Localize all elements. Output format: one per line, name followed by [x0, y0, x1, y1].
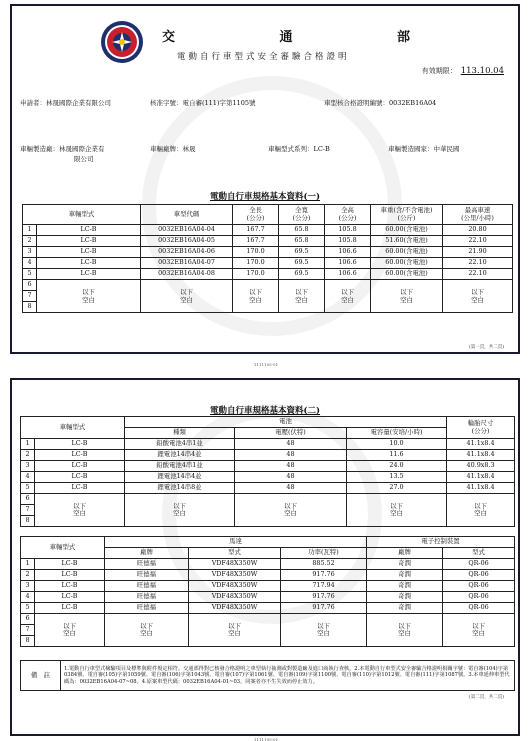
table-cell: 11.6 — [347, 450, 447, 461]
table-row — [21, 581, 515, 592]
row-number: 7 — [23, 291, 37, 302]
table-cell: 旺德福 — [105, 581, 189, 592]
table-cell: 69.5 — [279, 247, 325, 258]
table-cell: LC-B — [35, 450, 125, 461]
row-number: 8 — [21, 516, 35, 527]
row-number: 1 — [21, 559, 35, 570]
table-cell: 13.5 — [347, 472, 447, 483]
blank-cell: 以下 空白 — [279, 280, 325, 313]
title-char-2: 通 — [279, 30, 295, 45]
col-header: 全高 (公分) — [325, 205, 371, 225]
table-cell: 奇潤 — [367, 592, 443, 603]
table-cell: 106.6 — [325, 258, 371, 269]
table-cell: 鋰電池14串4並 — [125, 450, 235, 461]
row-number: 1 — [23, 225, 37, 236]
col-header: 車輛型式 — [23, 205, 141, 225]
row-number: 4 — [23, 258, 37, 269]
table-cell: 旺德福 — [105, 603, 189, 614]
remarks-table — [20, 660, 515, 691]
table-cell: 170.0 — [233, 269, 279, 280]
table-cell: QR-06 — [443, 570, 515, 581]
table-row — [23, 236, 513, 247]
table-cell: LC-B — [37, 247, 141, 258]
col-header-voltage: 電壓(伏特) — [235, 428, 347, 439]
manufacturer-label: 車輛製造廠： — [20, 145, 59, 153]
col-header-model: 車輛型式 — [21, 537, 105, 559]
table-cell: LC-B — [35, 592, 105, 603]
table-cell: 105.8 — [325, 236, 371, 247]
table-cell: 917.76 — [281, 570, 367, 581]
table-cell: 10.0 — [347, 439, 447, 450]
brand: 車輛廠牌：林晟 — [150, 145, 196, 153]
table-cell: LC-B — [35, 472, 125, 483]
row-number: 8 — [21, 636, 35, 647]
row-number: 7 — [21, 505, 35, 516]
col-header: 全寬 (公分) — [279, 205, 325, 225]
table-cell: 0032EB16A04-06 — [141, 247, 233, 258]
table-row — [23, 225, 513, 236]
table-cell: QR-06 — [443, 603, 515, 614]
table-cell: 0032EB16A04-08 — [141, 269, 233, 280]
table-row — [23, 258, 513, 269]
table-cell: VDF48X350W — [189, 592, 281, 603]
table-cell: 鋰電池14串8並 — [125, 483, 235, 494]
table-cell: 48 — [235, 450, 347, 461]
row-number: 2 — [21, 450, 35, 461]
table-cell: 奇潤 — [367, 603, 443, 614]
certificate-page-2 — [10, 378, 520, 736]
issuer-title — [162, 26, 412, 45]
table-cell: LC-B — [35, 570, 105, 581]
table-row — [21, 439, 515, 450]
blank-cell: 以下 空白 — [325, 280, 371, 313]
table-row — [21, 494, 515, 505]
table-cell: 鋰電池14串4並 — [125, 472, 235, 483]
col-header-power: 功率(瓦特) — [281, 548, 367, 559]
col-header: 車型代碼 — [141, 205, 233, 225]
table-cell: VDF48X350W — [189, 559, 281, 570]
col-header-tire: 輪胎尺寸 (公分) — [447, 417, 515, 439]
table-cell: 106.6 — [325, 269, 371, 280]
row-number: 3 — [21, 461, 35, 472]
row-number: 3 — [21, 581, 35, 592]
table-cell: LC-B — [37, 269, 141, 280]
table-cell: 65.8 — [279, 236, 325, 247]
table-cell: 41.1x8.4 — [447, 472, 515, 483]
table-cell: 48 — [235, 483, 347, 494]
table-cell: VDF48X350W — [189, 603, 281, 614]
col-header-ecu-brand: 廠牌 — [367, 548, 443, 559]
remarks-text: 1.電動自行車型式檢驗項目及標準與附件規定相符。交通部得對已核發合格證明之車型執行抽測或對製造廠及進口商執行查核。2.本電動自行車型式安全審驗合格證明相關字號：電自審(104)字第0384號、電自審(105)字第1059號、電自審(106)字第1043號、電自審(107)字第1061號、電自審(109)字第1100號、電自審(110)字第1012號、電自審(111)字第1087號。3.本車延伸車型代碼為：0032EB16A04-07~08。4.原案車型代碼：0032EB16A04-01~03，同案者亦不生失效而停止效力。 — [61, 661, 515, 691]
manufacturer — [20, 144, 105, 164]
table-row — [21, 483, 515, 494]
certificate-subtitle: 電動自行車型式安全審驗合格證明 — [177, 52, 350, 62]
table-row — [21, 450, 515, 461]
table-cell: 40.9x8.3 — [447, 461, 515, 472]
blank-cell: 以下 空白 — [281, 614, 367, 647]
table-cell: 20.80 — [443, 225, 513, 236]
table-cell: 48 — [235, 461, 347, 472]
table-row — [21, 592, 515, 603]
table-cell: LC-B — [37, 236, 141, 247]
blank-cell: 以下 空白 — [105, 614, 189, 647]
blank-cell: 以下 空白 — [35, 614, 105, 647]
col-header-battery: 電池 — [125, 417, 447, 428]
row-number: 5 — [21, 603, 35, 614]
table-cell: LC-B — [37, 225, 141, 236]
blank-cell: 以下 空白 — [37, 280, 141, 313]
table-cell: 105.8 — [325, 225, 371, 236]
table-row — [23, 269, 513, 280]
table-cell: 旺德福 — [105, 559, 189, 570]
table-cell: QR-06 — [443, 592, 515, 603]
blank-cell: 以下 空白 — [125, 494, 235, 527]
table-cell: 21.90 — [443, 247, 513, 258]
table-title-2: 電動自行車規格基本資料(二) — [209, 406, 321, 416]
col-header-motor: 馬達 — [105, 537, 367, 548]
blank-cell: 以下 空白 — [443, 614, 515, 647]
table-cell: LC-B — [35, 603, 105, 614]
blank-cell: 以下 空白 — [233, 280, 279, 313]
table-cell: 22.10 — [443, 236, 513, 247]
valid-date: 113.10.04 — [460, 66, 504, 76]
table-cell: 鉛酸電池4串1並 — [125, 461, 235, 472]
approval-number: 核准字號：電自審(111)字第1105號 — [150, 99, 256, 107]
row-number: 5 — [21, 483, 35, 494]
table-cell: 60.00(含電池) — [371, 269, 443, 280]
table-cell: VDF48X350W — [189, 570, 281, 581]
spec-table-1 — [22, 204, 513, 313]
table-cell: 48 — [235, 472, 347, 483]
table-row — [23, 247, 513, 258]
blank-cell: 以下 空白 — [347, 494, 447, 527]
col-header: 最高車速 (公里/小時) — [443, 205, 513, 225]
table-cell: 167.7 — [233, 225, 279, 236]
table-cell: LC-B — [35, 559, 105, 570]
table-cell: 69.5 — [279, 258, 325, 269]
table-cell: 41.1x8.4 — [447, 483, 515, 494]
table-cell: QR-06 — [443, 559, 515, 570]
table-cell: VDF48X350W — [189, 581, 281, 592]
table-cell: 170.0 — [233, 258, 279, 269]
blank-cell: 以下 空白 — [35, 494, 125, 527]
row-number: 3 — [23, 247, 37, 258]
cert-number: 車型核合格證明編號：0032EB16A04 — [324, 99, 437, 107]
blank-cell: 以下 空白 — [447, 494, 515, 527]
page-number: (第一頁，共二頁) — [468, 345, 504, 350]
remarks-label: 備 註 — [21, 661, 61, 691]
col-header-brand: 廠牌 — [105, 548, 189, 559]
table-cell: 41.1x8.4 — [447, 450, 515, 461]
col-header-capacity: 電容量(安培/小時) — [347, 428, 447, 439]
blank-cell: 以下 空白 — [367, 614, 443, 647]
manufacturer-line1: 林晟國際企業有 — [59, 145, 105, 153]
applicant: 申請者：林晟國際企業有限公司 — [20, 99, 111, 107]
table-cell: 48 — [235, 439, 347, 450]
table-title-1: 電動自行車規格基本資料(一) — [209, 192, 321, 202]
table-cell: 0032EB16A04-07 — [141, 258, 233, 269]
table-cell: 167.7 — [233, 236, 279, 247]
manufacturer-line2: 限公司 — [74, 155, 94, 163]
series: 車輛型式系列：LC-B — [268, 145, 330, 153]
row-number: 5 — [23, 269, 37, 280]
table-cell: 27.0 — [347, 483, 447, 494]
table-cell: 24.0 — [347, 461, 447, 472]
row-number: 2 — [23, 236, 37, 247]
table-cell: 51.60(含電池) — [371, 236, 443, 247]
table-cell: 60.00(含電池) — [371, 225, 443, 236]
row-number: 1 — [21, 439, 35, 450]
table-cell: 奇潤 — [367, 559, 443, 570]
blank-cell: 以下 空白 — [371, 280, 443, 313]
blank-cell: 以下 空白 — [141, 280, 233, 313]
table-cell: 106.6 — [325, 247, 371, 258]
table-row — [21, 570, 515, 581]
validity — [422, 66, 504, 76]
table-cell: QR-06 — [443, 581, 515, 592]
country: 車輛製造國家：中華民國 — [388, 145, 460, 153]
row-number: 8 — [23, 302, 37, 313]
col-header-type: 型式 — [189, 548, 281, 559]
page-footer-code: 1111105-01 — [253, 737, 279, 741]
table-cell: 0032EB16A04-05 — [141, 236, 233, 247]
row-number: 7 — [21, 625, 35, 636]
motor-table — [20, 536, 515, 647]
table-cell: 60.00(含電池) — [371, 258, 443, 269]
page-number: (第二頁，共二頁) — [468, 695, 504, 700]
table-cell: 22.10 — [443, 269, 513, 280]
table-cell: 60.00(含電池) — [371, 247, 443, 258]
battery-table — [20, 416, 515, 527]
table-row — [21, 614, 515, 625]
blank-cell: 以下 空白 — [443, 280, 513, 313]
table-row — [21, 461, 515, 472]
table-row — [21, 559, 515, 570]
table-cell: LC-B — [35, 483, 125, 494]
title-char-1: 交 — [162, 30, 178, 45]
certificate-page-1 — [10, 4, 520, 354]
table-cell: 69.5 — [279, 269, 325, 280]
table-row — [21, 603, 515, 614]
col-header: 全長 (公分) — [233, 205, 279, 225]
page-footer-code: 1111105-01 — [253, 362, 279, 367]
table-row — [21, 472, 515, 483]
table-cell: 旺德福 — [105, 570, 189, 581]
table-cell: 奇潤 — [367, 570, 443, 581]
table-cell: 旺德福 — [105, 592, 189, 603]
table-cell: 917.76 — [281, 592, 367, 603]
table-cell: 22.10 — [443, 258, 513, 269]
row-number: 6 — [23, 280, 37, 291]
table-cell: 41.1x8.4 — [447, 439, 515, 450]
table-cell: 885.52 — [281, 559, 367, 570]
table-cell: 717.94 — [281, 581, 367, 592]
row-number: 6 — [21, 494, 35, 505]
col-header-type: 種類 — [125, 428, 235, 439]
valid-label: 有效期限： — [421, 67, 457, 75]
table-cell: 917.76 — [281, 603, 367, 614]
col-header-ecu: 電子控制裝置 — [367, 537, 515, 548]
row-number: 4 — [21, 472, 35, 483]
table-cell: 鉛酸電池4串1並 — [125, 439, 235, 450]
blank-cell: 以下 空白 — [189, 614, 281, 647]
row-number: 2 — [21, 570, 35, 581]
table-cell: LC-B — [37, 258, 141, 269]
col-header-model: 車輛型式 — [21, 417, 125, 439]
col-header: 車重(含/不含電池) (公斤) — [371, 205, 443, 225]
table-row — [23, 280, 513, 291]
row-number: 4 — [21, 592, 35, 603]
table-cell: LC-B — [35, 439, 125, 450]
table-cell: LC-B — [35, 581, 105, 592]
table-cell: 65.8 — [279, 225, 325, 236]
table-cell: LC-B — [35, 461, 125, 472]
table-cell: 奇潤 — [367, 581, 443, 592]
table-cell: 0032EB16A04-04 — [141, 225, 233, 236]
row-number: 6 — [21, 614, 35, 625]
moc-seal-icon — [100, 20, 144, 64]
blank-cell: 以下 空白 — [235, 494, 347, 527]
col-header-ecu-type: 型式 — [443, 548, 515, 559]
title-char-3: 部 — [396, 30, 412, 45]
table-cell: 170.0 — [233, 247, 279, 258]
